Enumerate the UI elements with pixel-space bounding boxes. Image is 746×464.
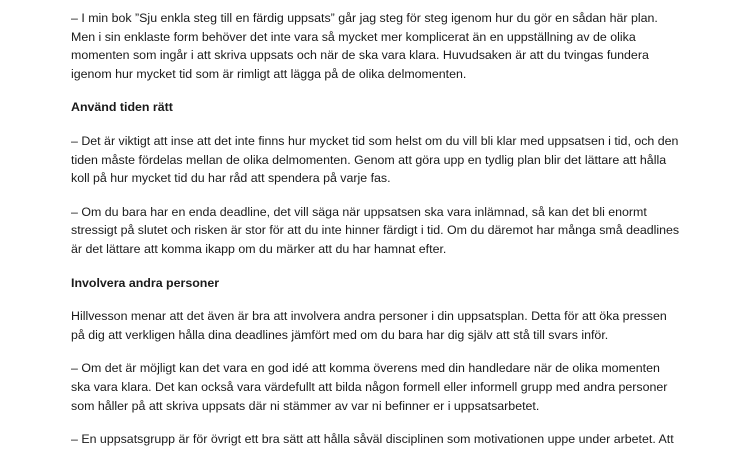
paragraph-time-limited: – Det är viktigt att inse att det inte finns hur mycket tid som helst om du vill bli klar med uppsatsen i tid, och den tiden måste fördelas mellan de olika delmomenten. Genom att göra upp en tydlig plan blir det lättare att hålla koll på hur mycket tid du har råd att spendera på varje fas. <box>71 133 679 186</box>
paragraph-uppsatsgrupp: – En uppsatsgrupp är för övrigt ett bra sätt att hålla såväl disciplinen som motivationen uppe under arbetet. Att <box>71 432 674 447</box>
paragraph-deadlines: – Om du bara har en enda deadline, det vill säga när uppsatsen ska vara inlämnad, så kan det bli enormt stressigt på slutet och risken är stor för att du inte hinner färdigt i tid. Om du däremot har många små deadlines är det lättare att komma ikapp om du märker att du har hamnat efter. <box>71 204 680 256</box>
heading-anvand-tiden-ratt: Använd tiden rätt <box>71 100 173 115</box>
document-body <box>71 9 681 464</box>
paragraph-hillvesson: Hillvesson menar att det även är bra att involvera andra personer i din uppsatsplan. Detta för att öka pressen på dig att verkligen hålla dina deadlines jämfört med om du bara har dig själv att stå till svars inför. <box>71 309 667 342</box>
paragraph-handledare: – Om det är möjligt kan det vara en god idé att komma överens med din handledare när de olika momenten ska vara klara. Det kan också vara värdefullt att bilda någon formell eller informell grupp med andra personer som håller på att skriva uppsats där ni stämmer av var ni befinner er i uppsatsarbetet. <box>71 361 668 413</box>
heading-involvera-andra: Involvera andra personer <box>71 275 220 290</box>
paragraph-intro: – I min bok ”Sju enkla steg till en färdig uppsats” går jag steg för steg igenom hur du gör en sådan här plan. Men i sin enklaste form behöver det inte vara så mycket mer komplicerat än en uppställning av de olika momenten som ingår i att skriva uppsats och när de ska vara klara. Huvudsaken är att du tvingas fundera igenom hur mycket tid som är rimligt att lägga på de olika delmomenten. <box>71 11 658 81</box>
